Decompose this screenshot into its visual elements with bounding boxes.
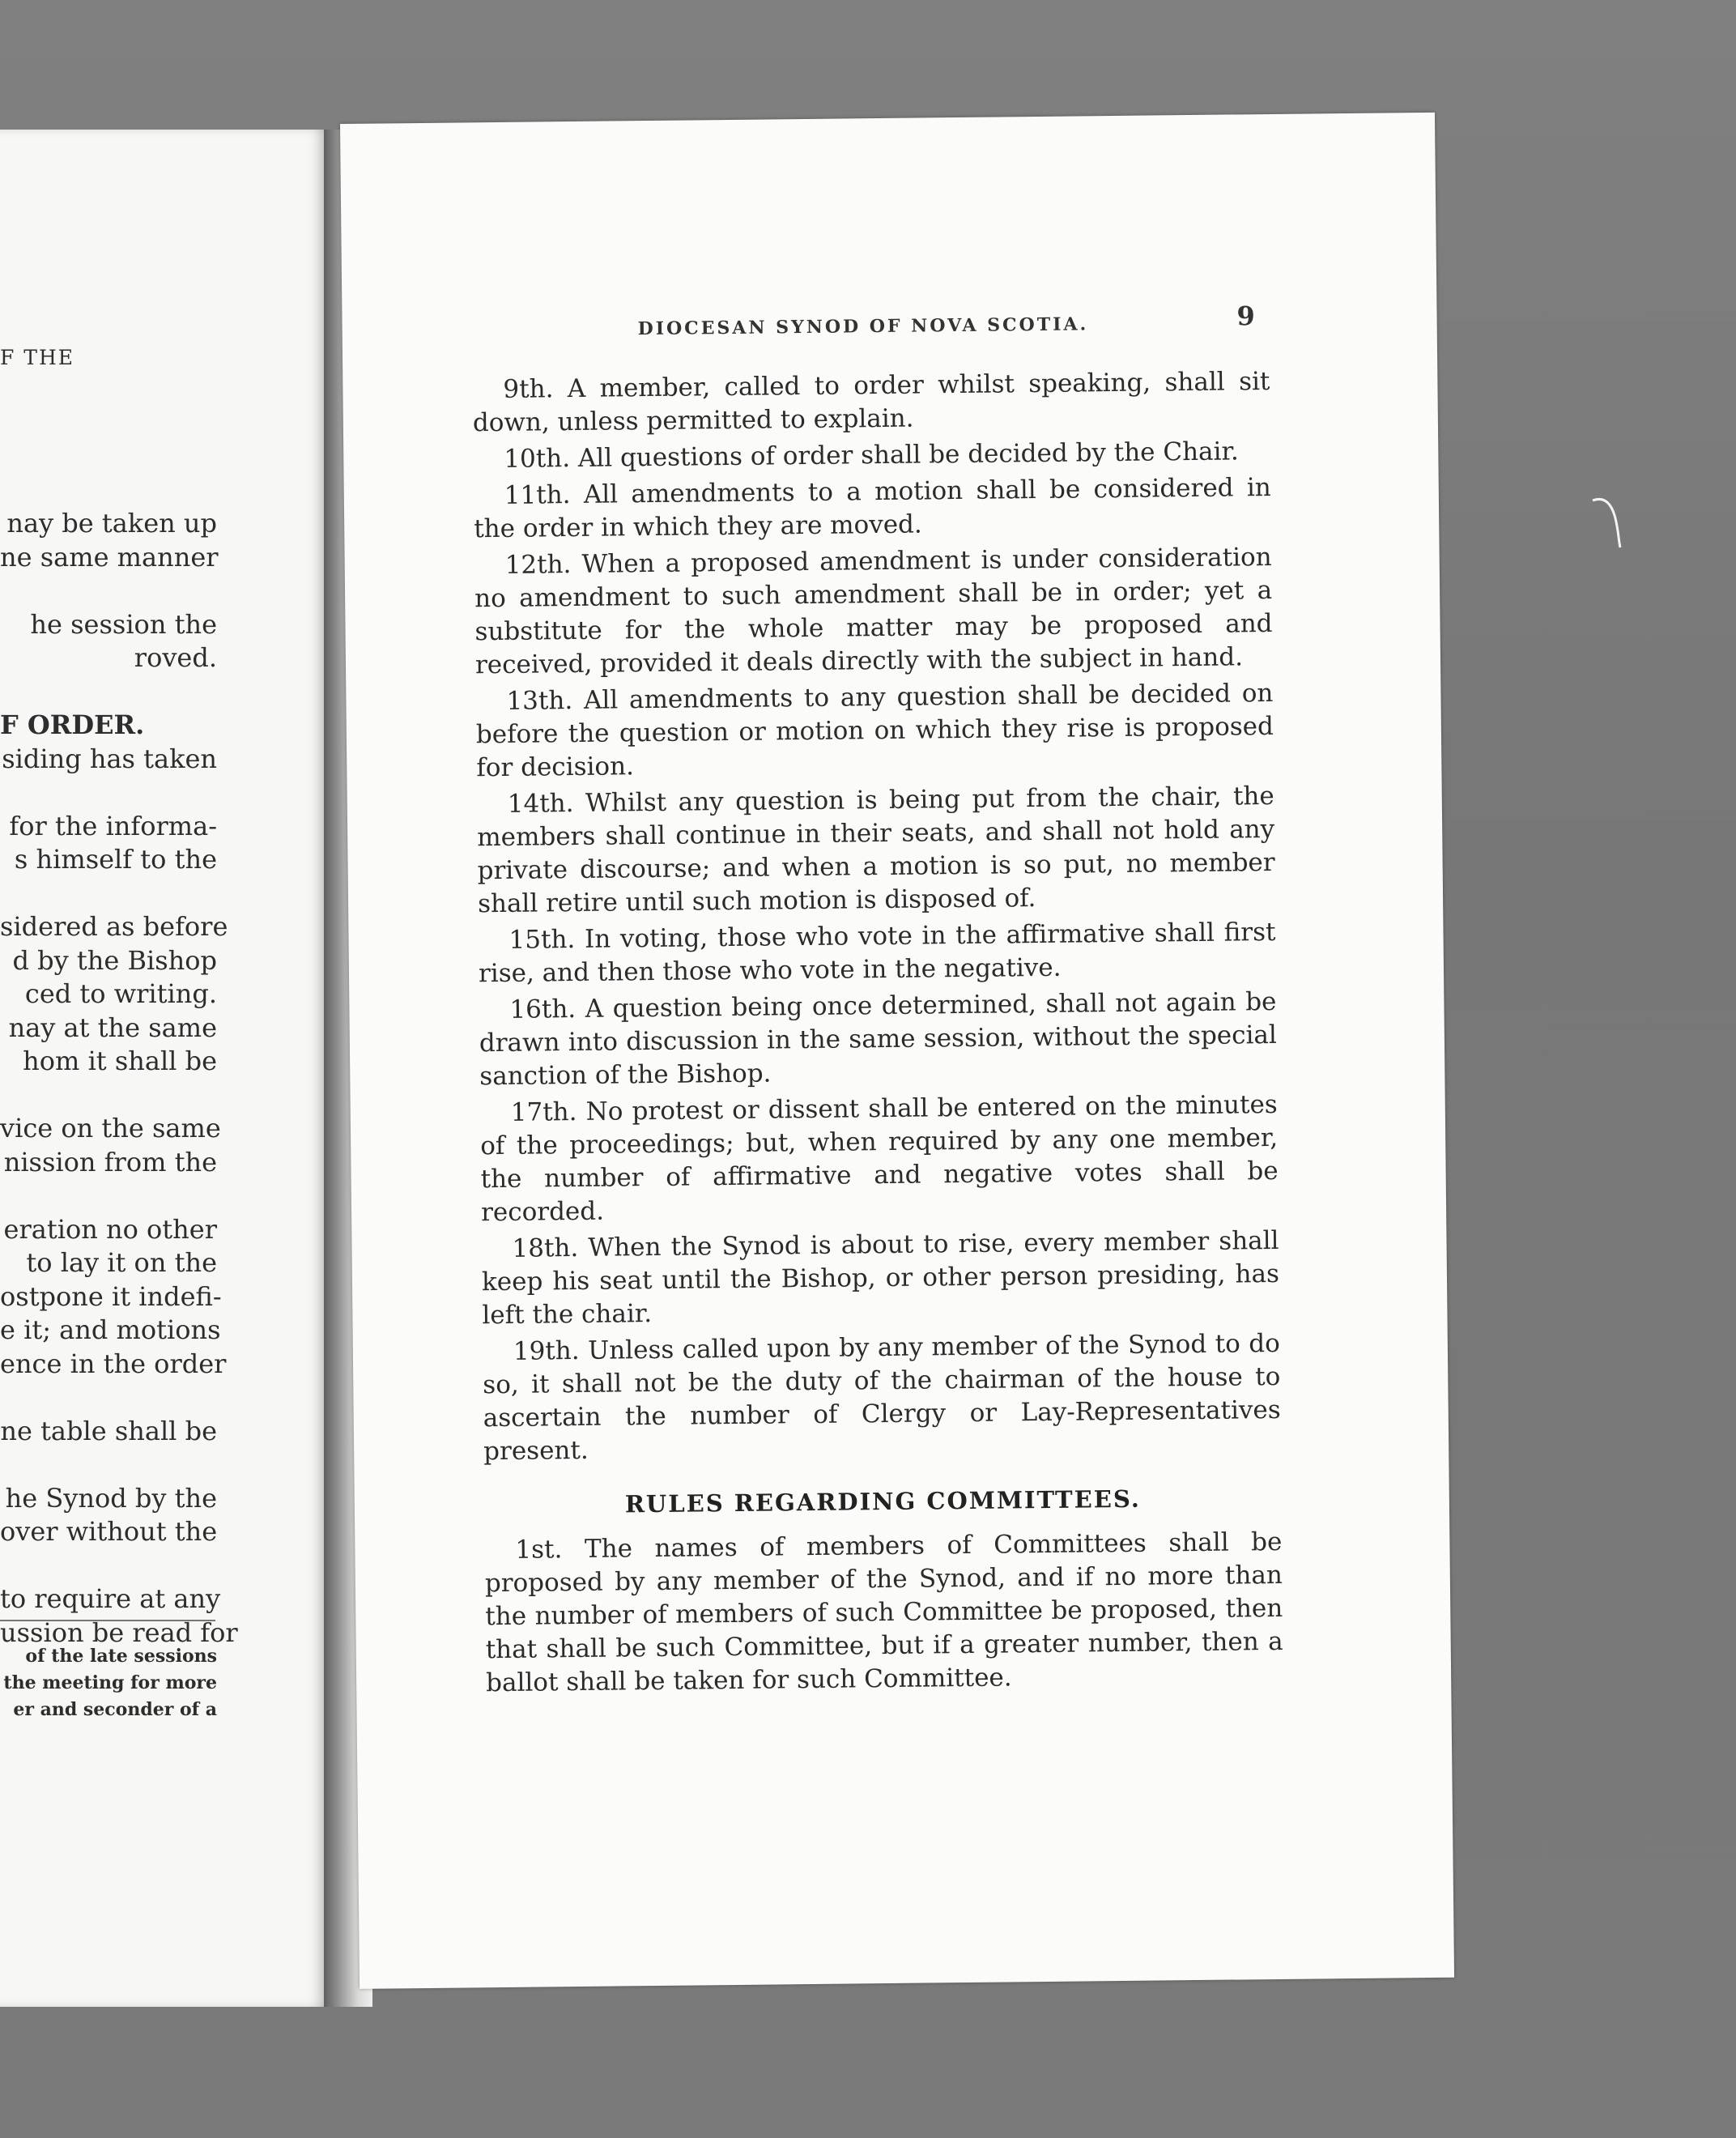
rule-paragraph: 15th. In voting, those who vote in the affirmative shall first rise, and then those who vote in the negative. [478,917,1276,989]
left-page-line: to require at any [0,1583,221,1614]
left-page-line: over without the [0,1516,218,1547]
left-page-line: e it; and motions [0,1314,221,1345]
left-page-line: s himself to the [14,844,217,875]
page-number: 9 [1236,300,1256,332]
section-heading: RULES REGARDING COMMITTEES. [624,1484,1142,1518]
left-page-line: ced to writing. [24,978,217,1009]
left-page [0,130,328,2007]
left-page-line: to lay it on the [26,1247,217,1278]
rule-paragraph: 9th. A member, called to order whilst speaking, shall sit down, unless permitted to explain. [472,366,1270,438]
left-page-line: ostpone it indefi- [0,1280,222,1312]
left-page-line: nay be taken up [6,508,217,539]
page-body [472,365,1283,1703]
rule-paragraph: 16th. A question being once determined, shall not again be drawn into discussion in the same session, without the special sanction of the Bishop. [479,986,1278,1092]
rule-paragraph: 17th. No protest or dissent shall be entered on the minutes of the proceedings; but, when required by any one member, the number of affirmative and negative votes shall be recorded. [480,1089,1279,1228]
left-page-line: hom it shall be [23,1046,217,1076]
footnote-line: the meeting for more [3,1672,217,1693]
running-head: DIOCESAN SYNOD OF NOVA SCOTIA. [637,313,1089,340]
left-page-line: siding has taken [2,743,217,774]
left-page-line: F ORDER. [0,709,145,740]
left-page-line: he session the [30,608,217,640]
rule-paragraph: 12th. When a proposed amendment is under consideration no amendment to such amendment shall be in order; yet a substitute for the whole matter may be proposed and received, provided it deals directly with the subject in hand. [474,542,1273,680]
footnote-rule [0,1620,215,1621]
left-running-head: F THE [0,346,75,369]
left-page-line: roved. [134,642,217,673]
rule-paragraph: 11th. All amendments to a motion shall be considered in the order in which they are moved. [474,472,1271,544]
rule-paragraph: 14th. Whilst any question is being put from the chair, the members shall continue in their seats, and shall not hold any private discourse; and when a motion is so put, no member shall retire until such motion is disposed of. [477,781,1275,919]
left-page-line: eration no other [3,1213,217,1245]
left-page-line: nay at the same [8,1012,217,1043]
footnote-line: of the late sessions [25,1646,217,1667]
left-page-line: vice on the same [0,1113,221,1144]
left-page-line: ussion be read for [0,1616,238,1648]
left-page-line: sidered as before [0,911,228,942]
scan-speck [1591,494,1623,551]
footnote-line: er and seconder of a [13,1699,217,1720]
right-page [340,113,1454,1989]
rule-paragraph: 10th. All questions of order shall be decided by the Chair. [504,437,1239,474]
left-page-line: ence in the order [0,1348,227,1379]
left-page-line: for the informa- [9,810,217,841]
left-page-line: ne table shall be [0,1415,217,1446]
rule-paragraph: 19th. Unless called upon by any member of the Synod to do so, it shall not be the duty of the chairman of the house to ascertain the number of Clergy or Lay-Representatives present. [483,1328,1281,1467]
left-page-line: nission from the [3,1146,217,1178]
rule-paragraph: 18th. When the Synod is about to rise, every member shall keep his seat until the Bishop, or other person presiding, has left the chair. [481,1225,1280,1331]
left-page-line: d by the Bishop [12,944,217,976]
committee-rule-paragraph: 1st. The names of members of Committees shall be proposed by any member of the Synod, and if no more than the number of members of such Committee be proposed, then that shall be such Committee, but if a greater number, then a ballot shall be taken for such Committee. [484,1527,1283,1698]
left-page-line: he Synod by the [5,1482,217,1514]
left-page-line: ne same manner [0,541,219,573]
rule-paragraph: 13th. All amendments to any question shall be decided on before the question or motion on which they rise is proposed for decision. [475,678,1274,783]
